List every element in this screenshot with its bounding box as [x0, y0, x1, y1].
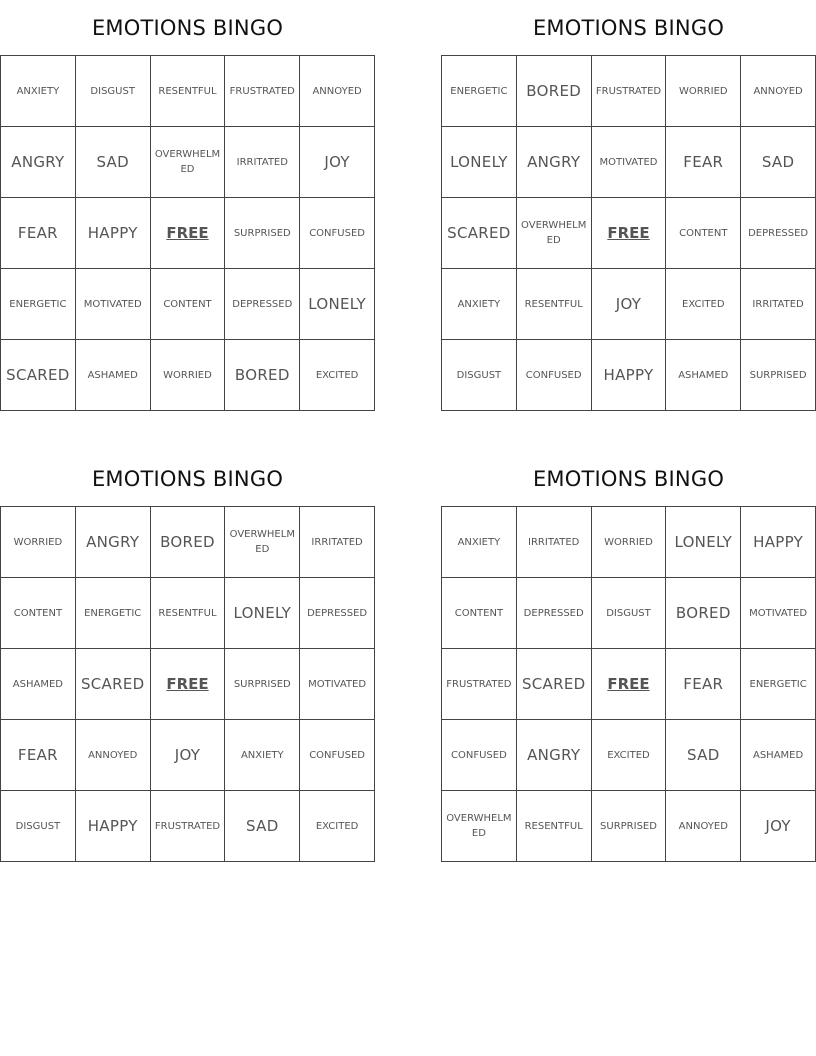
- bingo-cell: DEPRESSED: [300, 578, 375, 649]
- bingo-cell: DEPRESSED: [225, 269, 300, 340]
- bingo-cell: RESENTFUL: [516, 269, 591, 340]
- bingo-cell: ANGRY: [516, 720, 591, 791]
- bingo-row: [1, 507, 375, 578]
- card-title: EMOTIONS BINGO: [91, 466, 284, 491]
- bingo-card-3: [0, 451, 375, 862]
- bingo-cell: CONFUSED: [442, 720, 517, 791]
- bingo-cell: FRUSTRATED: [591, 56, 666, 127]
- bingo-row: [1, 269, 375, 340]
- free-space: FREE: [150, 198, 225, 269]
- bingo-cell: OVERWHELMED: [442, 791, 517, 862]
- bingo-grid: [0, 506, 375, 862]
- bingo-cell: DISGUST: [1, 791, 76, 862]
- bingo-cell: SCARED: [1, 340, 76, 411]
- bingo-cell: SAD: [741, 127, 816, 198]
- bingo-cell: SURPRISED: [741, 340, 816, 411]
- bingo-row: [1, 649, 375, 720]
- bingo-cell: ENERGETIC: [741, 649, 816, 720]
- bingo-cell: WORRIED: [591, 507, 666, 578]
- bingo-cell: SURPRISED: [225, 649, 300, 720]
- bingo-cell: ANGRY: [75, 507, 150, 578]
- bingo-cell: IRRITATED: [516, 507, 591, 578]
- bingo-cell: OVERWHELMED: [516, 198, 591, 269]
- bingo-cell: IRRITATED: [225, 127, 300, 198]
- bingo-cell: IRRITATED: [300, 507, 375, 578]
- bingo-cell: ASHAMED: [1, 649, 76, 720]
- bingo-cell: OVERWHELMED: [150, 127, 225, 198]
- bingo-cell: DEPRESSED: [741, 198, 816, 269]
- bingo-cell: ASHAMED: [75, 340, 150, 411]
- bingo-cell: ANNOYED: [666, 791, 741, 862]
- bingo-cell: LONELY: [666, 507, 741, 578]
- bingo-cell: EXCITED: [666, 269, 741, 340]
- bingo-cell: SURPRISED: [225, 198, 300, 269]
- bingo-cell: SAD: [75, 127, 150, 198]
- bingo-cell: CONFUSED: [516, 340, 591, 411]
- bingo-cell: CONTENT: [666, 198, 741, 269]
- bingo-cell: ENERGETIC: [1, 269, 76, 340]
- bingo-cell: FRUSTRATED: [225, 56, 300, 127]
- bingo-card-4: [441, 451, 816, 862]
- bingo-cell: SAD: [225, 791, 300, 862]
- free-space: FREE: [150, 649, 225, 720]
- bingo-cell: IRRITATED: [741, 269, 816, 340]
- bingo-cell: CONFUSED: [300, 720, 375, 791]
- bingo-cell: ANXIETY: [442, 507, 517, 578]
- bingo-grid: [0, 55, 375, 411]
- bingo-cell: FEAR: [666, 127, 741, 198]
- bingo-cell: EXCITED: [591, 720, 666, 791]
- bingo-cell: LONELY: [442, 127, 517, 198]
- bingo-cell: DISGUST: [442, 340, 517, 411]
- bingo-cell: BORED: [516, 56, 591, 127]
- bingo-cell: CONTENT: [442, 578, 517, 649]
- bingo-row: [1, 791, 375, 862]
- bingo-cell: RESENTFUL: [150, 578, 225, 649]
- bingo-cell: MOTIVATED: [75, 269, 150, 340]
- bingo-row: [1, 720, 375, 791]
- bingo-cell: JOY: [741, 791, 816, 862]
- bingo-cell: SCARED: [442, 198, 517, 269]
- bingo-row: [442, 340, 816, 411]
- bingo-row: [442, 198, 816, 269]
- bingo-cell: RESENTFUL: [150, 56, 225, 127]
- bingo-cell: ANNOYED: [75, 720, 150, 791]
- bingo-cell: FEAR: [666, 649, 741, 720]
- bingo-cell: SAD: [666, 720, 741, 791]
- bingo-cell: SCARED: [75, 649, 150, 720]
- bingo-cell: FEAR: [1, 720, 76, 791]
- bingo-cell: JOY: [300, 127, 375, 198]
- bingo-cell: JOY: [150, 720, 225, 791]
- bingo-row: [442, 127, 816, 198]
- bingo-row: [442, 269, 816, 340]
- free-space: FREE: [591, 198, 666, 269]
- bingo-cell: WORRIED: [150, 340, 225, 411]
- bingo-row: [1, 578, 375, 649]
- bingo-cell: BORED: [666, 578, 741, 649]
- bingo-grid: [441, 506, 816, 862]
- card-title: EMOTIONS BINGO: [532, 466, 725, 491]
- bingo-cell: ASHAMED: [741, 720, 816, 791]
- bingo-cell: HAPPY: [75, 198, 150, 269]
- bingo-cell: WORRIED: [1, 507, 76, 578]
- bingo-cell: CONTENT: [150, 269, 225, 340]
- bingo-cell: RESENTFUL: [516, 791, 591, 862]
- bingo-row: [442, 791, 816, 862]
- bingo-cell: LONELY: [225, 578, 300, 649]
- bingo-cell: FRUSTRATED: [442, 649, 517, 720]
- bingo-cell: EXCITED: [300, 791, 375, 862]
- bingo-cell: SURPRISED: [591, 791, 666, 862]
- bingo-cell: CONTENT: [1, 578, 76, 649]
- bingo-cell: LONELY: [300, 269, 375, 340]
- bingo-row: [442, 720, 816, 791]
- bingo-cell: ENERGETIC: [75, 578, 150, 649]
- bingo-cell: DISGUST: [591, 578, 666, 649]
- bingo-cell: ANNOYED: [741, 56, 816, 127]
- bingo-cell: ANGRY: [1, 127, 76, 198]
- free-space: FREE: [591, 649, 666, 720]
- bingo-row: [1, 340, 375, 411]
- bingo-row: [1, 127, 375, 198]
- card-title: EMOTIONS BINGO: [91, 15, 284, 40]
- bingo-cell: FRUSTRATED: [150, 791, 225, 862]
- bingo-cell: ANXIETY: [225, 720, 300, 791]
- bingo-cell: EXCITED: [300, 340, 375, 411]
- bingo-cell: DISGUST: [75, 56, 150, 127]
- bingo-cell: ENERGETIC: [442, 56, 517, 127]
- bingo-row: [1, 56, 375, 127]
- bingo-card-1: [0, 0, 375, 411]
- bingo-cell: ANXIETY: [442, 269, 517, 340]
- bingo-row: [442, 649, 816, 720]
- bingo-row: [442, 578, 816, 649]
- bingo-cell: WORRIED: [666, 56, 741, 127]
- bingo-row: [1, 198, 375, 269]
- bingo-cell: ASHAMED: [666, 340, 741, 411]
- bingo-grid: [441, 55, 816, 411]
- bingo-cell: ANNOYED: [300, 56, 375, 127]
- bingo-cell: ANGRY: [516, 127, 591, 198]
- bingo-cell: BORED: [150, 507, 225, 578]
- bingo-cell: ANXIETY: [1, 56, 76, 127]
- bingo-cell: OVERWHELMED: [225, 507, 300, 578]
- bingo-cell: MOTIVATED: [591, 127, 666, 198]
- bingo-cell: HAPPY: [741, 507, 816, 578]
- bingo-cell: CONFUSED: [300, 198, 375, 269]
- bingo-card-2: [441, 0, 816, 411]
- bingo-cell: FEAR: [1, 198, 76, 269]
- bingo-cell: JOY: [591, 269, 666, 340]
- bingo-cell: MOTIVATED: [741, 578, 816, 649]
- bingo-cell: HAPPY: [75, 791, 150, 862]
- card-title: EMOTIONS BINGO: [532, 15, 725, 40]
- bingo-row: [442, 507, 816, 578]
- bingo-cell: DEPRESSED: [516, 578, 591, 649]
- bingo-cell: SCARED: [516, 649, 591, 720]
- bingo-cell: MOTIVATED: [300, 649, 375, 720]
- bingo-row: [442, 56, 816, 127]
- bingo-cell: HAPPY: [591, 340, 666, 411]
- bingo-cell: BORED: [225, 340, 300, 411]
